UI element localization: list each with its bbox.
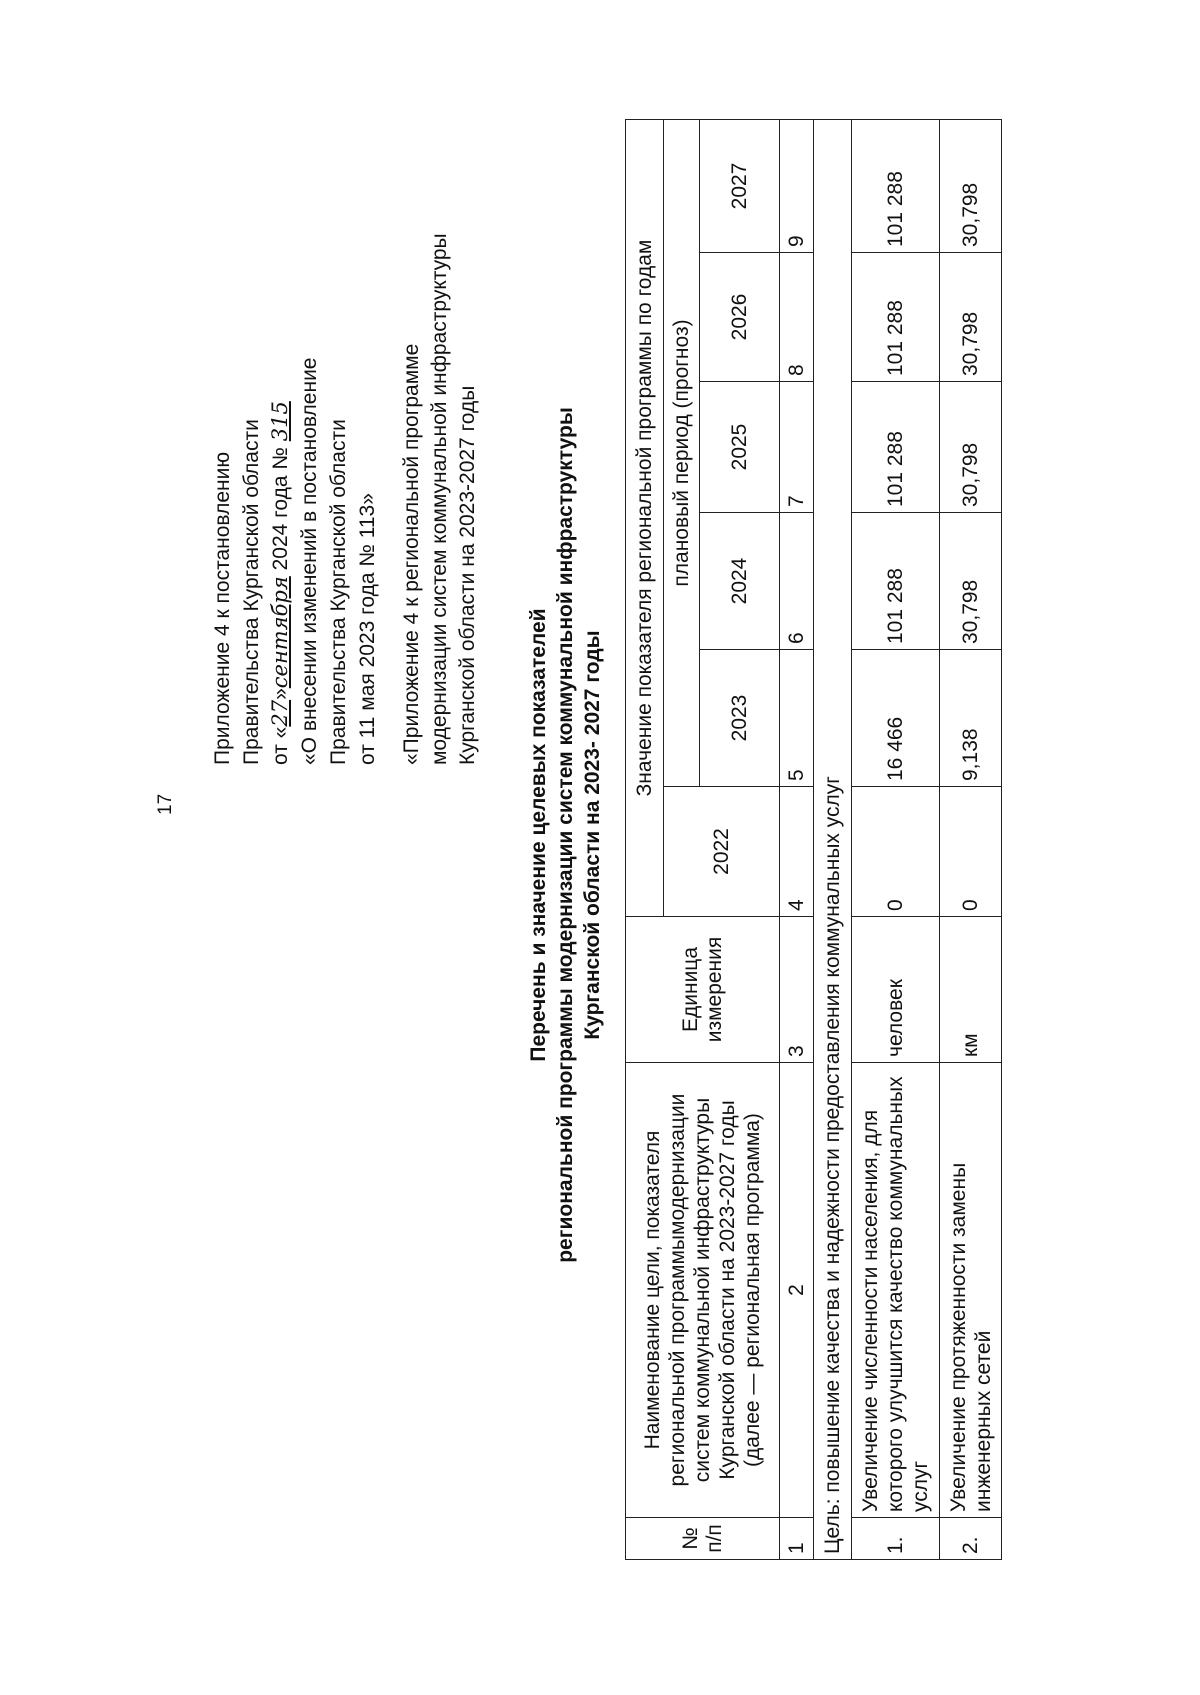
row-num: 1. <box>852 1518 940 1560</box>
row-value-2022: 0 <box>940 787 1002 917</box>
row-value-2026: 30,798 <box>940 253 1002 382</box>
annex-line-2: Правительства Курганской области <box>240 419 263 765</box>
col-number: 7 <box>780 382 814 513</box>
header-name: Наименование цели, показателя региональной программымодернизации систем коммунальной инфраструктуры Курганской области на 2023-2027 годы (далее — региональная программа) <box>626 1063 780 1518</box>
title-line-1: Перечень и значение целевых показателей <box>527 608 550 1062</box>
row-value-2025: 30,798 <box>940 382 1002 513</box>
date-year: 2024 года № <box>269 447 292 577</box>
goal-row <box>814 120 852 1560</box>
table-row <box>852 120 940 1560</box>
handwritten-month: сентября <box>268 576 292 689</box>
col-number: 2 <box>780 1063 814 1518</box>
header-2027: 2027 <box>700 120 780 253</box>
row-value-2027: 30,798 <box>940 120 1002 253</box>
title-line-2: региональной программы модернизации систем коммунальной инфраструктуры <box>554 407 577 1263</box>
header-2026: 2026 <box>700 253 780 382</box>
column-numbers-row <box>780 120 814 1560</box>
annex-line-6: от 11 мая 2023 года № 113» <box>356 493 379 765</box>
annex-line-4: «О внесении изменений в постановление <box>298 357 321 765</box>
title-line-3: Курганской области на 2023- 2027 годы <box>581 630 604 1040</box>
row-unit: человек <box>852 917 940 1063</box>
date-prefix: от « <box>269 726 292 765</box>
row-num: 2. <box>940 1518 1002 1560</box>
col-number: 8 <box>780 253 814 382</box>
col-number: 3 <box>780 917 814 1063</box>
header-values-group: Значение показателя региональной программы по годам <box>626 120 664 917</box>
goal-text: Цель: повышение качества и надежности предоставления коммунальных услуг <box>814 120 852 1560</box>
row-value-2026: 101 288 <box>852 253 940 382</box>
header-unit: Единица измерения <box>626 917 780 1063</box>
row-value-2023: 9,138 <box>940 650 1002 787</box>
handwritten-number: 315 <box>268 401 292 442</box>
header-2022: 2022 <box>664 787 780 917</box>
header-2025: 2025 <box>700 382 780 513</box>
handwritten-day: 27 <box>268 699 292 727</box>
row-value-2024: 30,798 <box>940 513 1002 650</box>
col-number: 6 <box>780 513 814 650</box>
program-annex-line-3: Курганской области на 2023-2027 годы <box>456 385 479 765</box>
annex-header <box>208 358 382 766</box>
col-number: 9 <box>780 120 814 253</box>
indicators-table <box>625 119 1002 1560</box>
rotated-page <box>130 85 1200 1585</box>
row-unit: км <box>940 917 1002 1063</box>
row-value-2024: 101 288 <box>852 513 940 650</box>
col-number: 4 <box>780 787 814 917</box>
row-value-2027: 101 288 <box>852 120 940 253</box>
program-annex-line-1: «Приложение 4 к региональной программе <box>400 343 423 765</box>
row-value-2025: 101 288 <box>852 382 940 513</box>
row-name: Увеличение протяженности замены инженерных сетей <box>940 1063 1002 1518</box>
header-row-1 <box>626 120 664 1560</box>
page-number: 17 <box>155 793 176 815</box>
table-row <box>940 120 1002 1560</box>
annex-line-3 <box>266 358 295 766</box>
document-title <box>525 85 606 1585</box>
header-2024: 2024 <box>700 513 780 650</box>
col-number: 5 <box>780 650 814 787</box>
col-number: 1 <box>780 1518 814 1560</box>
header-num: № п/п <box>626 1518 780 1560</box>
header-2023: 2023 <box>700 650 780 787</box>
program-annex <box>398 233 482 765</box>
annex-line-5: Правительства Курганской области <box>327 419 350 765</box>
date-mid: » <box>269 688 292 700</box>
row-value-2023: 16 466 <box>852 650 940 787</box>
header-planned: плановый период (прогноз) <box>664 120 700 787</box>
program-annex-line-2: модернизации систем коммунальной инфраструктуры <box>428 233 451 765</box>
annex-line-1: Приложение 4 к постановлению <box>211 451 234 765</box>
row-value-2022: 0 <box>852 787 940 917</box>
row-name: Увеличение численности населения, для которого улучшится качество коммунальных услуг <box>852 1063 940 1518</box>
